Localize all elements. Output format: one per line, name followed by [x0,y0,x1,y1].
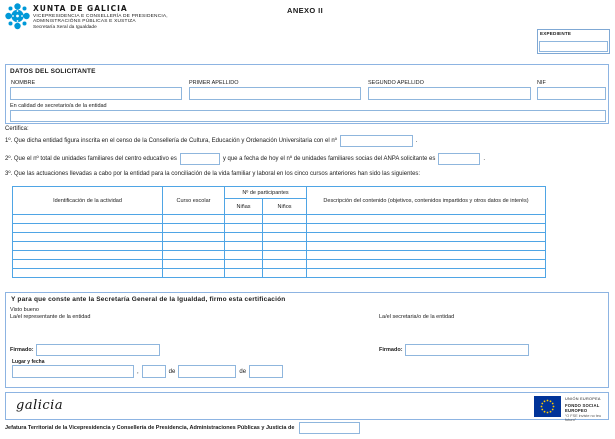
eu-fondo-label: FONDO SOCIAL EUROPEO [565,402,600,413]
table-cell[interactable] [225,251,263,260]
eu-slogan-label: “O FSE inviste no teu futuro” [565,413,602,422]
representante-label: La/el representante de la entidad [10,314,91,320]
expediente-input[interactable] [539,41,608,52]
jefatura-row [5,422,360,434]
certifica-item1-suffix: . [415,137,418,144]
comma-text: , [137,368,139,375]
closing-section [5,292,609,388]
table-cell[interactable] [13,269,163,278]
primer-apellido-input[interactable] [189,87,361,100]
table-cell[interactable] [163,269,225,278]
table-cell[interactable] [225,224,263,233]
activities-table-body [13,215,546,278]
segundo-apellido-label: SEGUNDO APELLIDO [368,80,424,86]
galicia-logo: galicia [16,398,64,413]
org-unit: Secretaría Xeral da Igualdade [33,25,97,30]
nif-input[interactable] [537,87,606,100]
role-label: En calidad de secretario/a de la entidad [10,103,107,109]
table-cell[interactable] [307,269,546,278]
unidades-familiares-input[interactable] [180,153,220,165]
table-cell[interactable] [225,233,263,242]
table-cell[interactable] [163,251,225,260]
table-cell[interactable] [225,215,263,224]
table-cell[interactable] [13,233,163,242]
lugar-input[interactable] [12,365,134,378]
activities-table-wrap [12,186,546,278]
table-cell[interactable] [13,242,163,251]
table-cell[interactable] [163,242,225,251]
table-cell[interactable] [307,215,546,224]
nombre-label: NOMBRE [11,80,36,86]
expediente-box [537,29,610,54]
table-cell[interactable] [263,224,307,233]
mes-input[interactable] [178,365,236,378]
table-cell[interactable] [225,260,263,269]
table-cell[interactable] [225,242,263,251]
table-cell[interactable] [263,269,307,278]
table-cell[interactable] [13,215,163,224]
dia-input[interactable] [142,365,166,378]
nif-label: NIF [537,80,546,86]
table-cell[interactable] [263,260,307,269]
certifica-item1-text: 1º. Que dicha entidad figura inscrita en el censo de la Consellería de Cultura, Educación y Ordenación Universitaria con el nº [5,137,337,144]
censo-numero-input[interactable] [340,135,413,147]
applicant-section [5,64,609,124]
table-cell[interactable] [263,242,307,251]
org-dept-line2: ADMINISTRACIÓNS PÚBLICAS E XUSTIZA [33,19,136,24]
table-row [13,260,546,269]
table-cell[interactable] [263,233,307,242]
secretaria-label: La/el secretaria/o de la entidad [379,314,455,320]
org-name: XUNTA DE GALICIA [33,4,128,13]
role-input[interactable] [10,110,606,122]
table-cell[interactable] [13,251,163,260]
table-cell[interactable] [307,260,546,269]
eu-union-label: UNIÓN EUROPEA [565,397,601,401]
table-cell[interactable] [263,251,307,260]
anio-input[interactable] [249,365,283,378]
table-cell[interactable] [263,215,307,224]
table-cell[interactable] [163,260,225,269]
col-header-actividad: Identificación de la actividad [13,187,163,215]
certifica-title: Certifica: [5,126,29,132]
certifica-item-3: 3º. Que las actuaciones llevadas a cabo por la entidad para la conciliación de la vida familiar y laboral en los cinco cursos anteriores han sido las siguientes: [5,171,421,177]
table-cell[interactable] [307,233,546,242]
col-header-ninos: Niños [263,199,307,215]
table-cell[interactable] [163,233,225,242]
lugar-fecha-row [12,365,283,378]
applicant-section-title: DATOS DEL SOLICITANTE [10,68,96,75]
eu-text-block [565,397,608,422]
firmado-representante-input[interactable] [36,344,160,356]
table-cell[interactable] [163,215,225,224]
footer-logo-bar [5,392,609,420]
table-cell[interactable] [163,224,225,233]
annex-title: ANEXO II [287,6,324,15]
unidades-socias-input[interactable] [438,153,480,165]
xunta-logo-icon [5,3,30,35]
table-cell[interactable] [307,224,546,233]
table-cell[interactable] [225,269,263,278]
firmado-left-label: Firmado: [10,347,34,353]
table-cell[interactable] [13,260,163,269]
firmado-right-label: Firmado: [379,347,403,353]
table-cell[interactable] [307,242,546,251]
jefatura-provincia-input[interactable] [299,422,360,434]
de1-text: de [168,368,176,375]
col-header-participantes: Nº de participantes [225,187,307,199]
jefatura-label: Jefatura Territorial de la Vicepresidencia y Consellería de Presidencia, Administraciones Públicas y Justicia de [5,425,295,431]
lugar-fecha-label: Lugar y fecha [12,359,45,365]
col-header-descripcion: Descripción del contenido (objetivos, contenidos impartidos y otros datos de interés) [307,187,546,215]
table-cell[interactable] [307,251,546,260]
certifica-item-1 [5,134,611,147]
table-row [13,269,546,278]
table-row [13,233,546,242]
de2-text: de [239,368,247,375]
expediente-label: EXPEDIENTE [540,31,572,36]
visto-bueno-label: Visto bueno [10,307,39,313]
table-row [13,242,546,251]
primer-apellido-label: PRIMER APELLIDO [189,80,239,86]
eu-flag-icon [534,396,561,422]
org-identity-block [33,4,168,30]
certifica-item-2 [5,152,611,165]
firmado-secretaria-input[interactable] [405,344,529,356]
segundo-apellido-input[interactable] [368,87,531,100]
activities-table [12,186,546,278]
org-dept-line1: VICEPRESIDENCIA E CONSELLERÍA DE PRESIDENCIA, [33,14,168,19]
table-row [13,224,546,233]
nombre-input[interactable] [10,87,182,100]
table-row [13,215,546,224]
table-cell[interactable] [13,224,163,233]
closing-statement: Y para que conste ante la Secretaría General de la Igualdad, firmo esta certificación [11,296,286,303]
certifica-section [5,126,611,177]
table-row [13,251,546,260]
certifica-item2-suffix: . [483,155,486,162]
certifica-item2-text: 2º. Que el nº total de unidades familiares del centro educativo es [5,155,177,162]
certifica-item2-mid: y que a fecha de hoy el nº de unidades familiares socias del ANPA solicitante es [222,155,436,162]
col-header-curso: Curso escolar [163,187,225,215]
col-header-ninas: Niñas [225,199,263,215]
